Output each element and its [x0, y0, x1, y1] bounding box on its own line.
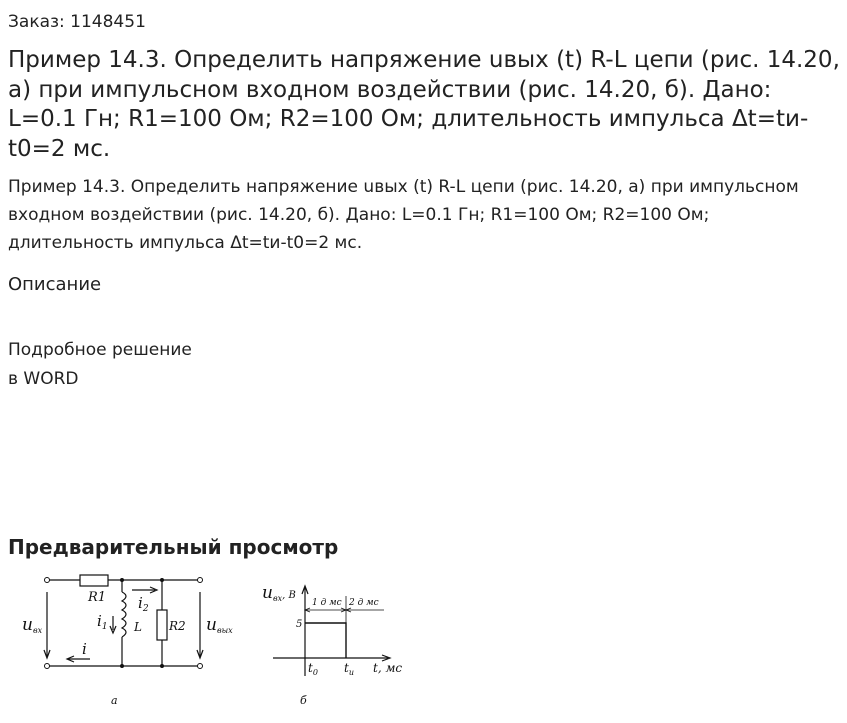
preview-heading: Предварительный просмотр [8, 535, 339, 559]
circuit-and-graph-image [0, 568, 420, 718]
i-label: i [82, 640, 87, 658]
r2-label: R2 [169, 619, 186, 633]
order-number: Заказ: 1148451 [8, 12, 146, 32]
l-label: L [134, 620, 142, 634]
solution-line-1: Подробное решение [8, 340, 192, 360]
resistor-r2 [157, 610, 167, 640]
pulse-signal [305, 623, 346, 658]
dim-2-label: 2 д мс [349, 598, 379, 608]
i1-label: $i_1$ [97, 612, 108, 632]
t0-label: $t_0$ [308, 661, 318, 677]
problem-description: Пример 14.3. Определить напряжение uвых (t) R-L цепи (рис. 14.20, а) при импульсном входном воздействии (рис. 14.20, б). Дано: L=0.1 Гн; R1=100 Ом; R2=100 Ом; длительность импульса Δt=tи-t0=2 мс. [8, 177, 799, 253]
description-heading: Описание [8, 274, 102, 295]
resistor-r1 [80, 575, 108, 586]
inductor-l [122, 592, 126, 637]
caption-a: а [111, 694, 118, 707]
solution-note [8, 336, 192, 393]
t-axis-label: t, мс [373, 661, 403, 675]
u-out-label: uвых [206, 615, 233, 635]
solution-line-2: в WORD [8, 368, 79, 389]
preview-figure [0, 568, 420, 722]
u-in-label: uвх [22, 615, 43, 635]
graph-u-label: uвх, В [262, 583, 296, 603]
level-label: 5 [296, 619, 303, 630]
caption-b: б [300, 694, 307, 707]
dim-1-label: 1 д мс [312, 598, 342, 608]
ti-label: $t_и$ [344, 661, 354, 677]
r1-label: R1 [88, 590, 107, 605]
i2-label: $i_2$ [138, 594, 149, 614]
page-title: Пример 14.3. Определить напряжение uвых (t) R-L цепи (рис. 14.20, а) при импульсном входном воздействии (рис. 14.20, б). Дано: L=0.1 Гн; R1=100 Ом; R2=100 Ом; длительность импульса Δt=tи-t0=2 мс. [8, 47, 840, 162]
